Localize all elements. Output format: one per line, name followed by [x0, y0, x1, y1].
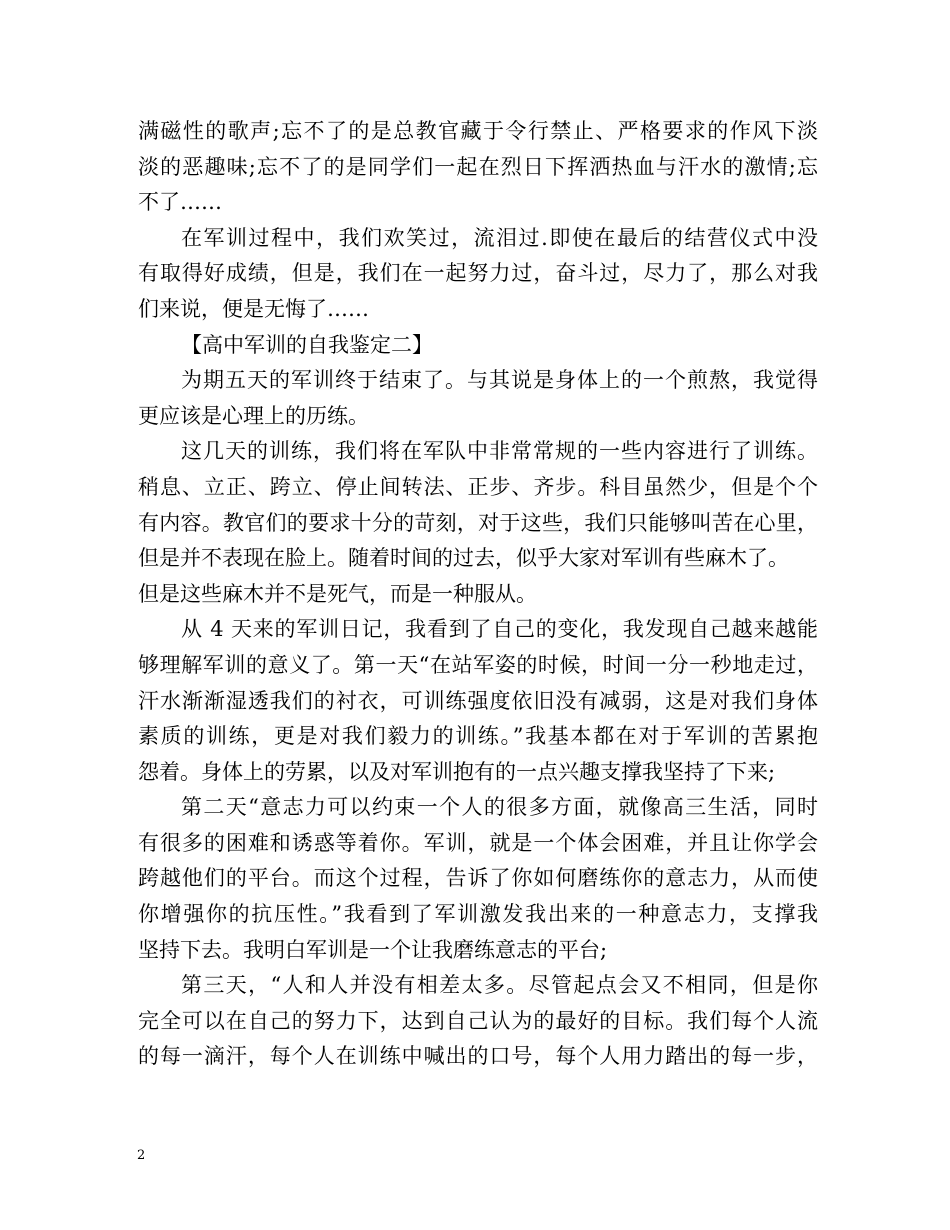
- text-line: 有很多的困难和诱惑等着你。军训，就是一个体会困难，并且让你学会: [138, 830, 818, 855]
- text-line: 们来说，便是无悔了……: [138, 296, 369, 321]
- text-line: 淡的恶趣味;忘不了的是同学们一起在烈日下挥洒热血与汗水的激情;忘: [138, 154, 818, 179]
- text-line: 满磁性的歌声;忘不了的是总教官藏于令行禁止、严格要求的作风下淡: [138, 119, 818, 143]
- text-line: 有内容。教官们的要求十分的苛刻，对于这些，我们只能够叫苦在心里，: [138, 510, 818, 535]
- text-line: 不了……: [138, 190, 222, 215]
- text-line: 这几天的训练，我们将在军队中非常常规的一些内容进行了训练。: [181, 439, 818, 464]
- text-line: 更应该是心理上的历练。: [138, 403, 369, 428]
- text-line: 在军训过程中，我们欢笑过，流泪过.即使在最后的结营仪式中没: [181, 225, 818, 250]
- text-line: 素质的训练，更是对我们毅力的训练。”我基本都在对于军训的苦累抱: [138, 724, 818, 749]
- text-line: 你增强你的抗压性。”我看到了军训激发我出来的一种意志力，支撑我: [138, 902, 818, 927]
- section-heading: 【高中军训的自我鉴定二】: [181, 332, 433, 357]
- text-line: 为期五天的军训终于结束了。与其说是身体上的一个煎熬，我觉得: [181, 368, 818, 393]
- text-line: 跨越他们的平台。而这个过程，告诉了你如何磨练你的意志力，从而使: [138, 866, 818, 891]
- text-line: 第二天“意志力可以约束一个人的很多方面，就像高三生活，同时: [181, 795, 818, 820]
- text-line: 但是并不表现在脸上。随着时间的过去，似乎大家对军训有些麻木了。: [138, 546, 789, 571]
- text-line: 完全可以在自己的努力下，达到自己认为的最好的目标。我们每个人流: [138, 1008, 818, 1033]
- text-line: 但是这些麻木并不是死气，而是一种服从。: [138, 581, 537, 606]
- text-line: 够理解军训的意义了。第一天“在站军姿的时候，时间一分一秒地走过，: [138, 652, 818, 677]
- text-line: 第三天，“人和人并没有相差太多。尽管起点会又不相同，但是你: [181, 973, 818, 998]
- text-line: 汗水渐渐湿透我们的衬衣，可训练强度依旧没有减弱，这是对我们身体: [138, 688, 818, 713]
- page-number: 2: [137, 1148, 146, 1163]
- text-line: 坚持下去。我明白军训是一个让我磨练意志的平台;: [138, 937, 608, 962]
- text-line: 有取得好成绩，但是，我们在一起努力过，奋斗过，尽力了，那么对我: [138, 261, 818, 286]
- body-text: [138, 114, 818, 1075]
- text-line: 稍息、立正、跨立、停止间转法、正步、齐步。科目虽然少，但是个个: [138, 474, 818, 499]
- text-line: 怨着。身体上的劳累，以及对军训抱有的一点兴趣支撑我坚持了下来;: [138, 759, 776, 784]
- text-line: 的每一滴汗，每个人在训练中喊出的口号，每个人用力踏出的每一步，: [138, 1044, 818, 1069]
- text-line: 从 4 天来的军训日记，我看到了自己的变化，我发现自己越来越能: [181, 617, 818, 642]
